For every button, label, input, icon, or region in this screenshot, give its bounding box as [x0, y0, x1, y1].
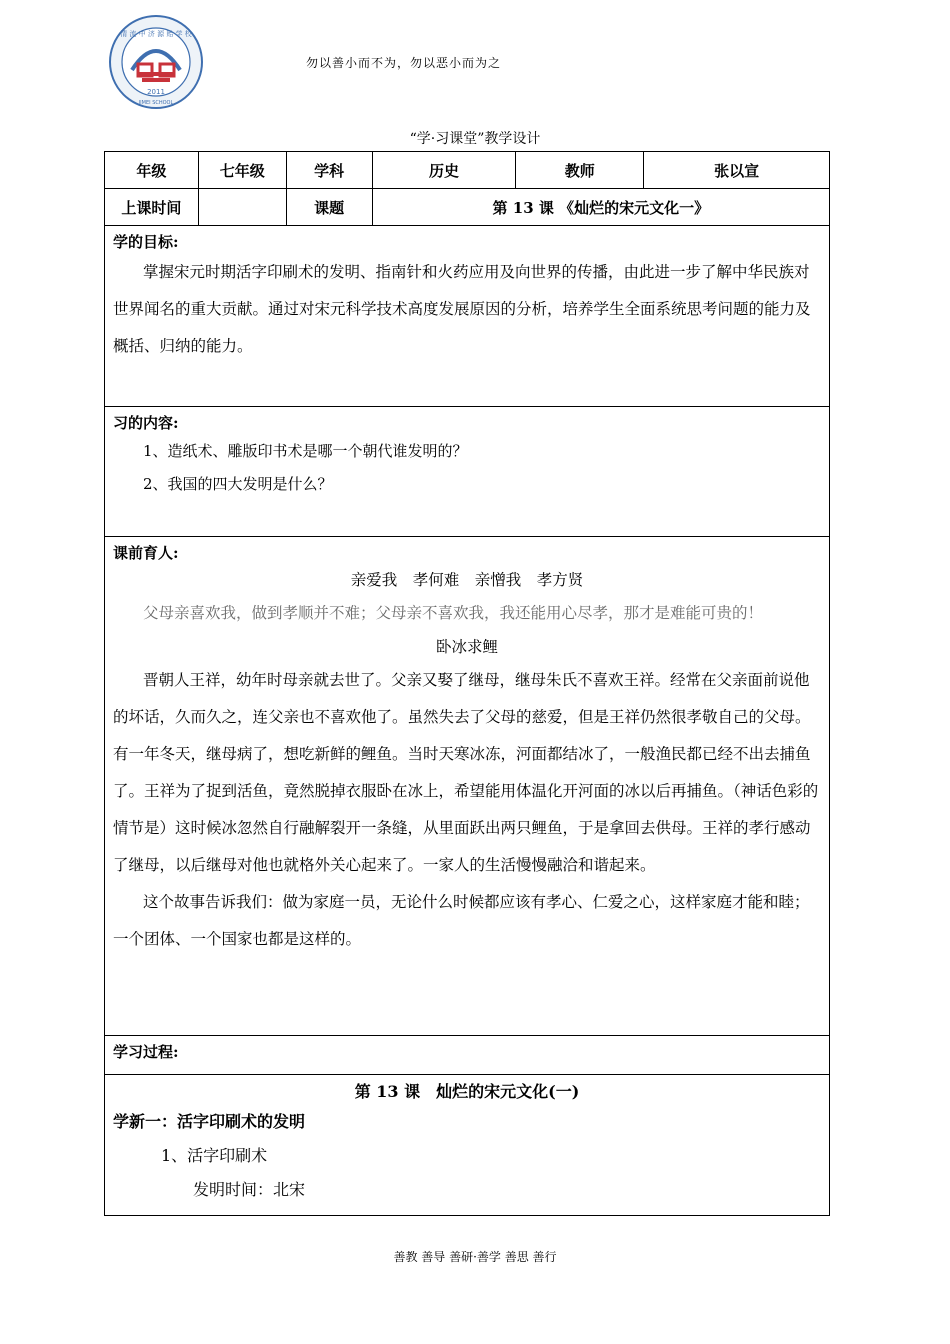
pre-class-row [105, 537, 830, 1036]
point-heading: 1、活字印刷术 [161, 1146, 268, 1165]
goals-text: 掌握宋元时期活字印刷术的发明、指南针和火药应用及向世界的传播，由此进一步了解中华民族对世界闻名的重大贡献。通过对宋元科学技术高度发展原因的分析，培养学生全面系统思考问题的能力及概括、归纳的能力。 [113, 263, 811, 355]
section-heading: 学新一：活字印刷术的发明 [113, 1112, 306, 1131]
info-row-2 [105, 189, 830, 226]
story-title: 卧冰求鲤 [435, 638, 498, 656]
goals-title: 学的目标: [113, 233, 179, 251]
subject-value: 历史 [372, 152, 516, 189]
content-title: 习的内容: [113, 414, 179, 432]
subject-label: 学科 [286, 152, 372, 189]
story-moral: 这个故事告诉我们：做为家庭一员，无论什么时候都应该有孝心、仁爱之心，这样家庭才能和睦；一个团体、一个国家也都是这样的。 [113, 893, 810, 948]
content-item-2: 2、我国的四大发明是什么？ [143, 475, 333, 493]
grade-label: 年级 [105, 152, 199, 189]
content-item-1: 1、造纸术、雕版印书术是哪一个朝代谁发明的？ [143, 442, 468, 460]
teacher-value: 张以宣 [644, 152, 830, 189]
school-logo [108, 14, 204, 110]
pre-class-title: 课前育人: [113, 544, 179, 562]
story-text: 晋朝人王祥，幼年时母亲就去世了。父亲又娶了继母，继母朱氏不喜欢王祥。经常在父亲面前说他的坏话，久而久之，连父亲也不喜欢他了。虽然失去了父母的慈爱，但是王祥仍然很孝敬自己的父母。有一年冬天，继母病了，想吃新鲜的鲤鱼。当时天寒冰冻，河面都结冰了，一般渔民都已经不出去捕鱼了。王祥为了捉到活鱼，竟然脱掉衣服卧在冰上，希望能用体温化开河面的冰以后再捕鱼。（神话色彩的情节是）这时候冰忽然自行融解裂开一条缝，从里面跃出两只鲤鱼，于是拿回去供母。王祥的孝行感动了继母，以后继母对他也就格外关心起来了。一家人的生活慢慢融洽和谐起来。 [113, 671, 819, 874]
lesson-title: 第 13 课 灿烂的宋元文化(一) [354, 1082, 580, 1101]
logo-year: 2011 [147, 88, 165, 96]
process-title: 学习过程: [113, 1043, 179, 1061]
goals-row [105, 226, 830, 407]
info-row-1 [105, 152, 830, 189]
lesson-plan-table [104, 151, 830, 1216]
teacher-label: 教师 [516, 152, 644, 189]
footer-slogan: 善教 善导 善研·善学 善思 善行 [393, 1250, 557, 1264]
logo-en: JIMEI SCHOOL [138, 100, 174, 106]
process-body-row [105, 1075, 830, 1216]
poem-note: 父母亲喜欢我，做到孝顺并不难；父母亲不喜欢我，我还能用心尽孝，那才是难能可贵的！ [143, 604, 764, 622]
time-value [198, 189, 286, 226]
poem: 亲爱我 孝何难 亲憎我 孝方贤 [350, 571, 584, 589]
process-title-row [105, 1036, 830, 1075]
point-detail: 发明时间：北宋 [193, 1180, 306, 1199]
document-title: “学·习课堂”教学设计 [409, 131, 541, 147]
motto: 勿以善小而不为，勿以恶小而为之 [306, 56, 502, 70]
content-row [105, 407, 830, 537]
logo-text: 清 流 中 济 源 贻 学 校 [120, 30, 192, 38]
grade-value: 七年级 [198, 152, 286, 189]
topic-value: 第 13 课 《灿烂的宋元文化一》 [372, 189, 829, 226]
topic-label: 课题 [286, 189, 372, 226]
time-label: 上课时间 [105, 189, 199, 226]
